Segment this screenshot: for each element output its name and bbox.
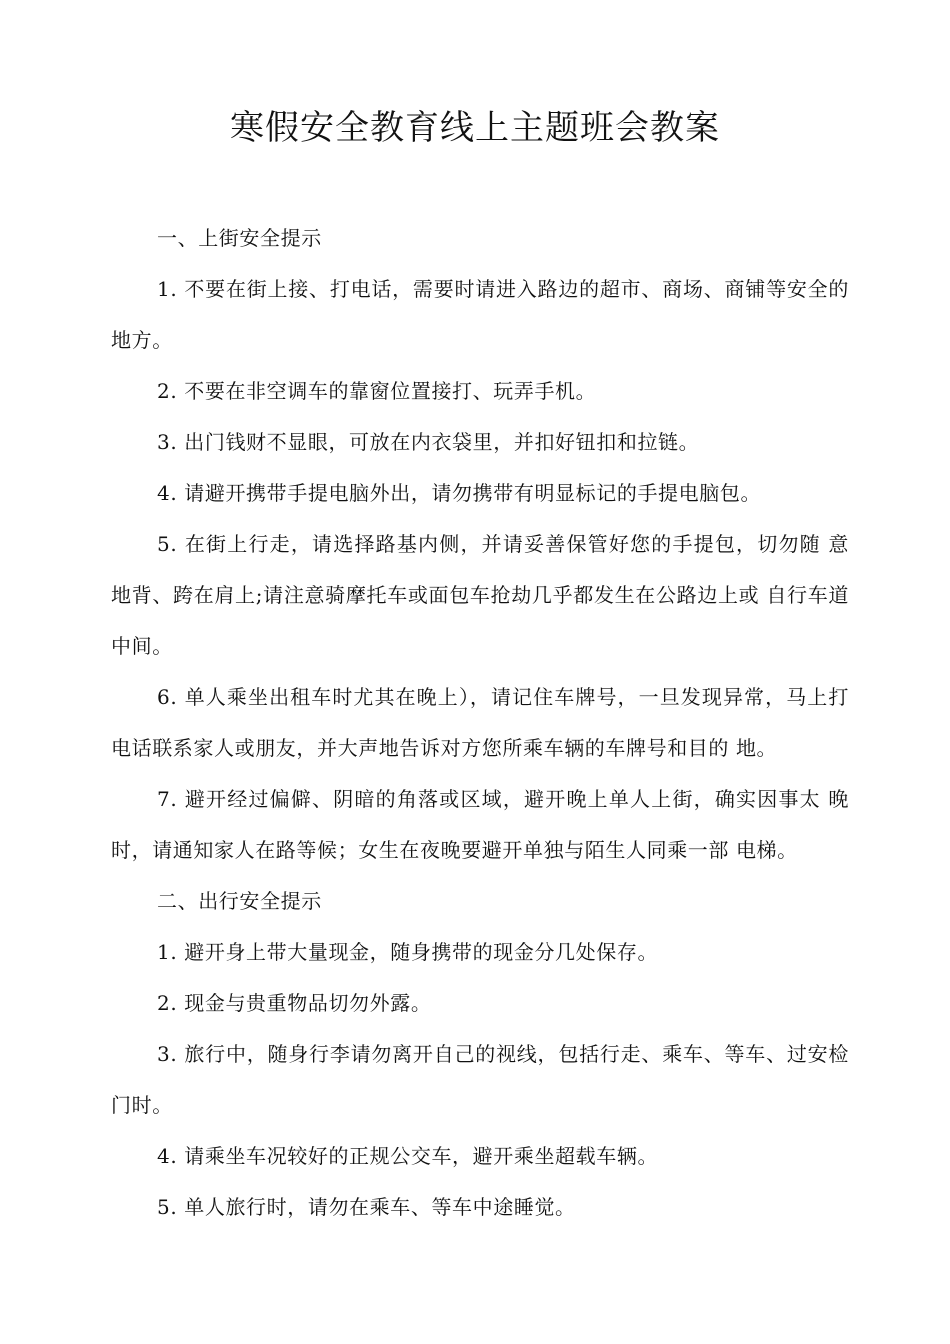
document-body bbox=[111, 213, 849, 1233]
section-heading-street-safety: 一、上街安全提示 bbox=[157, 226, 322, 250]
paragraph: 2. 不要在非空调车的靠窗位置接打、玩弄手机。 bbox=[157, 379, 597, 403]
paragraph: 4. 请避开携带手提电脑外出，请勿携带有明显标记的手提电脑包。 bbox=[157, 481, 762, 505]
paragraph: 3. 出门钱财不显眼，可放在内衣袋里，并扣好钮扣和拉链。 bbox=[157, 430, 700, 454]
paragraph: 3. 旅行中，随身行李请勿离开自己的视线，包括行走、乘车、等车、过安检门时。 bbox=[111, 1042, 849, 1117]
paragraph: 4. 请乘坐车况较好的正规公交车，避开乘坐超载车辆。 bbox=[157, 1144, 659, 1168]
paragraph: 2. 现金与贵重物品切勿外露。 bbox=[157, 991, 432, 1015]
section-heading-travel-safety: 二、出行安全提示 bbox=[157, 889, 322, 913]
paragraph: 1. 不要在街上接、打电话，需要时请进入路边的超市、商场、商铺等安全的地方。 bbox=[111, 277, 849, 352]
document-title: 寒假安全教育线上主题班会教案 bbox=[230, 108, 720, 148]
paragraph: 5. 在街上行走，请选择路基内侧，并请妥善保管好您的手提包，切勿随 意地背、跨在肩上;请注意骑摩托车或面包车抢劫几乎都发生在公路边上或 自行车道中间。 bbox=[111, 532, 849, 658]
paragraph: 5. 单人旅行时，请勿在乘车、等车中途睡觉。 bbox=[157, 1195, 576, 1219]
paragraph: 7. 避开经过偏僻、阴暗的角落或区域，避开晚上单人上街，确实因事太 晚时，请通知家人在路等候；女生在夜晚要避开单独与陌生人同乘一部 电梯。 bbox=[111, 787, 849, 862]
paragraph: 6. 单人乘坐出租车时尤其在晚上），请记住车牌号，一旦发现异常，马上打电话联系家人或朋友，并大声地告诉对方您所乘车辆的车牌号和目的 地。 bbox=[111, 685, 849, 760]
paragraph: 1. 避开身上带大量现金，随身携带的现金分几处保存。 bbox=[157, 940, 659, 964]
